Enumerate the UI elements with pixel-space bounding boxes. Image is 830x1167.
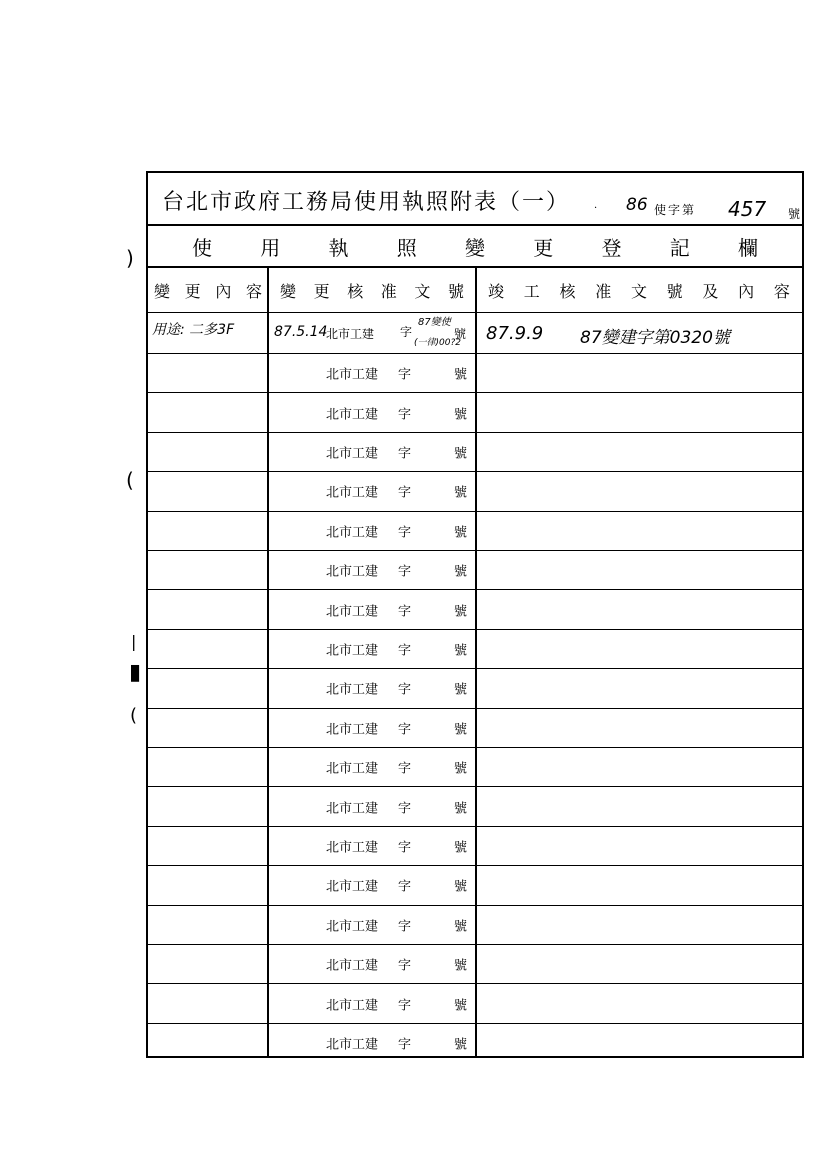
header-change-content-char: 更	[184, 281, 201, 301]
row-suffix: 號	[454, 485, 468, 501]
row-suffix: 號	[454, 1037, 468, 1053]
header-change-approval-no-char: 變	[280, 281, 297, 301]
change-approval-cell	[268, 590, 476, 628]
record-row	[148, 1024, 802, 1063]
header-completion-approval-char: 准	[595, 281, 612, 301]
section-heading-char: 記	[669, 235, 690, 260]
change-approval-cell	[268, 433, 476, 471]
row-suffix: 號	[454, 722, 468, 738]
header-change-approval-no-char: 核	[347, 281, 364, 301]
row-suffix: 號	[454, 327, 467, 341]
change-approval-cell	[268, 630, 476, 668]
row-mid: 字	[398, 564, 412, 580]
row-suffix: 號	[454, 604, 468, 620]
record-row	[148, 748, 802, 787]
title-dot: ·	[594, 203, 598, 214]
change-approval-cell	[268, 906, 476, 944]
change-content-value: 用途: 二多3F	[152, 322, 235, 338]
change-permit-subnumber: (一律)00?2	[414, 338, 461, 348]
row-prefix: 北市工建	[326, 564, 379, 580]
record-row	[148, 866, 802, 905]
header-change-content-char: 變	[154, 281, 171, 301]
record-row	[148, 313, 802, 354]
row-mid: 字	[398, 919, 412, 935]
change-approval-cell	[268, 669, 476, 707]
header-completion-approval-char: 文	[630, 281, 647, 301]
change-approval-date: 87.5.14	[274, 324, 328, 340]
section-heading	[148, 226, 802, 268]
title-row	[148, 173, 802, 226]
row-prefix: 北市工建	[326, 407, 379, 423]
section-heading-char: 欄	[738, 235, 758, 260]
row-prefix: 北市工建	[326, 1037, 379, 1053]
row-prefix: 北市工建	[326, 919, 379, 935]
row-suffix: 號	[454, 446, 468, 462]
margin-mark-paren-top: )	[126, 246, 134, 270]
header-completion-approval-char: 竣	[488, 281, 505, 301]
section-heading-char: 執	[328, 235, 349, 260]
row-suffix: 號	[454, 682, 468, 698]
record-row	[148, 393, 802, 432]
header-completion-approval-char: 工	[523, 281, 540, 301]
row-mid: 字	[398, 525, 412, 541]
row-prefix: 北市工建	[326, 958, 379, 974]
record-row	[148, 630, 802, 669]
section-heading-char: 使	[192, 235, 212, 260]
row-prefix: 北市工建	[326, 801, 379, 817]
change-approval-cell	[268, 551, 476, 589]
row-suffix: 號	[454, 525, 468, 541]
margin-mark-paren-low: (	[130, 705, 138, 726]
header-change-approval-no	[268, 268, 476, 313]
row-prefix: 北市工建	[326, 761, 379, 777]
row-mid: 字	[398, 643, 412, 659]
row-prefix: 北市工建	[326, 604, 379, 620]
row-suffix: 號	[454, 407, 468, 423]
row-mid: 字	[398, 840, 412, 856]
section-heading-char: 更	[533, 235, 554, 260]
header-change-content	[148, 268, 268, 313]
change-approval-cell	[268, 354, 476, 392]
header-completion-approval	[476, 268, 802, 313]
row-prefix: 北市工建	[326, 327, 375, 341]
row-mid: 字	[398, 801, 412, 817]
record-row	[148, 512, 802, 551]
row-prefix: 北市工建	[326, 840, 379, 856]
header-completion-approval-char: 及	[702, 281, 719, 301]
license-number: 457	[728, 197, 767, 221]
record-row	[148, 984, 802, 1023]
header-completion-approval-char: 內	[738, 281, 755, 301]
record-row	[148, 827, 802, 866]
record-row	[148, 906, 802, 945]
row-mid: 字	[398, 446, 412, 462]
row-suffix: 號	[454, 367, 468, 383]
license-annex-form	[146, 171, 804, 1058]
row-suffix: 號	[454, 761, 468, 777]
margin-mark-paren-mid: (	[126, 468, 134, 492]
row-suffix: 號	[454, 840, 468, 856]
header-completion-approval-char: 容	[773, 281, 790, 301]
row-prefix: 北市工建	[326, 682, 379, 698]
record-row	[148, 354, 802, 393]
row-mid: 字	[400, 325, 413, 339]
change-approval-cell	[268, 709, 476, 747]
row-mid: 字	[398, 722, 412, 738]
row-suffix: 號	[454, 564, 468, 580]
row-mid: 字	[398, 879, 412, 895]
record-row	[148, 787, 802, 826]
completion-date: 87.9.9	[486, 323, 544, 344]
change-approval-cell	[268, 984, 476, 1022]
record-row	[148, 590, 802, 629]
header-change-content-char: 容	[245, 281, 262, 301]
margin-mark-box: ▮	[129, 660, 142, 685]
row-prefix: 北市工建	[326, 485, 379, 501]
record-row	[148, 669, 802, 708]
row-mid: 字	[398, 682, 412, 698]
change-approval-cell	[268, 827, 476, 865]
change-approval-cell	[268, 393, 476, 431]
section-heading-char: 照	[396, 235, 417, 260]
row-mid: 字	[398, 761, 412, 777]
row-prefix: 北市工建	[326, 722, 379, 738]
change-approval-cell	[268, 866, 476, 904]
record-row	[148, 709, 802, 748]
section-heading-char: 用	[260, 235, 281, 260]
license-year: 86	[626, 195, 648, 215]
license-number-suffix: 號	[788, 207, 801, 221]
header-change-approval-no-char: 更	[313, 281, 330, 301]
change-approval-cell	[268, 1024, 476, 1063]
section-heading-char: 登	[601, 235, 622, 260]
row-prefix: 北市工建	[326, 525, 379, 541]
row-mid: 字	[398, 958, 412, 974]
header-change-approval-no-char: 准	[380, 281, 397, 301]
header-change-approval-no-char: 號	[447, 281, 464, 301]
form-title: 台北市政府工務局使用執照附表（一）	[162, 190, 571, 215]
row-prefix: 北市工建	[326, 998, 379, 1014]
row-mid: 字	[398, 1037, 412, 1053]
change-approval-cell	[268, 472, 476, 510]
row-suffix: 號	[454, 801, 468, 817]
record-row	[148, 551, 802, 590]
change-approval-cell	[268, 512, 476, 550]
change-approval-cell	[268, 787, 476, 825]
change-permit-number: 87變使	[418, 317, 451, 328]
row-mid: 字	[398, 367, 412, 383]
row-suffix: 號	[454, 998, 468, 1014]
row-prefix: 北市工建	[326, 643, 379, 659]
row-suffix: 號	[454, 643, 468, 659]
change-approval-cell	[268, 748, 476, 786]
row-prefix: 北市工建	[326, 446, 379, 462]
row-suffix: 號	[454, 958, 468, 974]
record-row	[148, 433, 802, 472]
margin-mark-bar: |	[131, 632, 137, 651]
change-approval-cell	[268, 945, 476, 983]
row-prefix: 北市工建	[326, 367, 379, 383]
row-mid: 字	[398, 485, 412, 501]
row-suffix: 號	[454, 919, 468, 935]
completion-document-number: 87變建字第0320號	[580, 328, 730, 348]
row-mid: 字	[398, 998, 412, 1014]
record-row	[148, 945, 802, 984]
license-char-label: 使字第	[654, 203, 697, 217]
record-row	[148, 472, 802, 511]
header-change-content-char: 內	[215, 281, 232, 301]
section-heading-char: 變	[465, 235, 485, 260]
row-mid: 字	[398, 604, 412, 620]
header-completion-approval-char: 號	[666, 281, 683, 301]
header-completion-approval-char: 核	[559, 281, 576, 301]
row-suffix: 號	[454, 879, 468, 895]
row-prefix: 北市工建	[326, 879, 379, 895]
row-mid: 字	[398, 407, 412, 423]
header-change-approval-no-char: 文	[414, 281, 431, 301]
